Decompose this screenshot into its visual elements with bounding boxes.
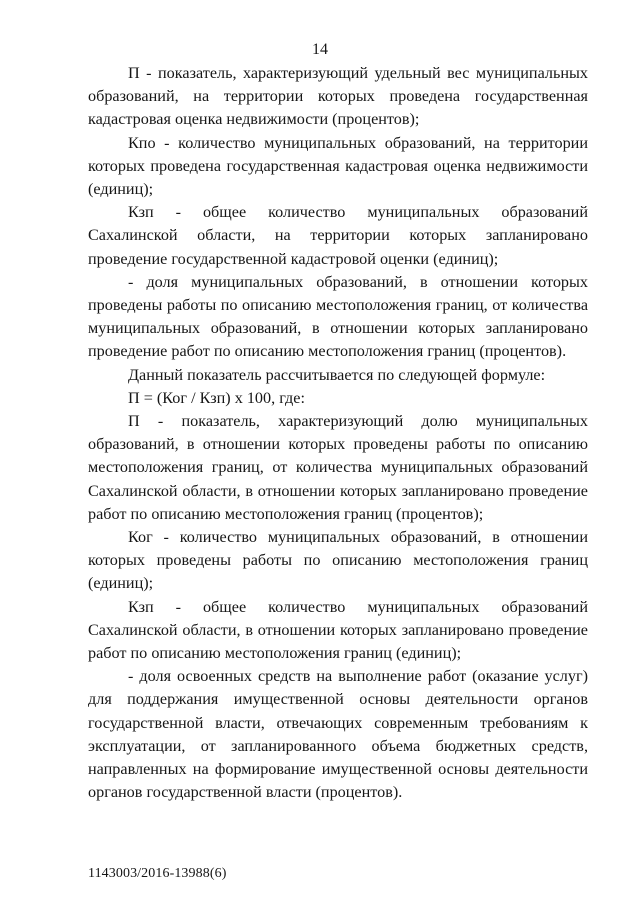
paragraph-p-boundary-definition: П - показатель, характеризующий долю муниципальных образований, в отношении которых проведены работы по описанию местоположения границ, от количества муниципальных образований Сахалинской области, в отношении которых запланировано проведение работ по описанию местоположения границ (процентов); xyxy=(88,412,588,523)
paragraph-boundary-works-share: - доля муниципальных образований, в отношении которых проведены работы по описанию местоположения границ, от количества муниципальных образований, в отношении которых запланировано проведение работ по описанию местоположения границ (процентов). xyxy=(88,272,588,361)
document-code: 1143003/2016-13988(6) xyxy=(88,866,227,881)
paragraph-kpo-definition: Кпо - количество муниципальных образований, на территории которых проведена государственная кадастровая оценка недвижимости (единиц); xyxy=(88,133,588,199)
paragraph-formula-intro: Данный показатель рассчитывается по следующей формуле: xyxy=(128,365,546,384)
document-body xyxy=(88,62,588,805)
paragraph-kzp-cadastral-definition: Кзп - общее количество муниципальных образований Сахалинской области, на территории которых запланировано проведение государственной кадастровой оценки (единиц); xyxy=(88,203,588,268)
paragraph-indicator-cadastral-share: П - показатель, характеризующий удельный вес муниципальных образований, на территории которых проведена государственная кадастровая оценка недвижимости (процентов); xyxy=(88,64,588,129)
paragraph-funds-share: - доля освоенных средств на выполнение работ (оказание услуг) для поддержания имущественной основы деятельности органов государственной власти, отвечающих современным требованиям к эксплуатации, от запланированного объема бюджетных средств, направленных на формирование имущественной основы деятельности органов государственной власти (процентов). xyxy=(88,667,588,802)
page-number: 14 xyxy=(312,41,328,58)
paragraph-kzp-boundary-definition: Кзп - общее количество муниципальных образований Сахалинской области, в отношении которых запланировано проведение работ по описанию местоположения границ (единиц); xyxy=(88,597,588,663)
formula: П = (Ког / Кзп) х 100, где: xyxy=(128,388,305,407)
paragraph-kog-definition: Ког - количество муниципальных образований, в отношении которых проведены работы по описанию местоположения границ (единиц); xyxy=(88,528,588,593)
